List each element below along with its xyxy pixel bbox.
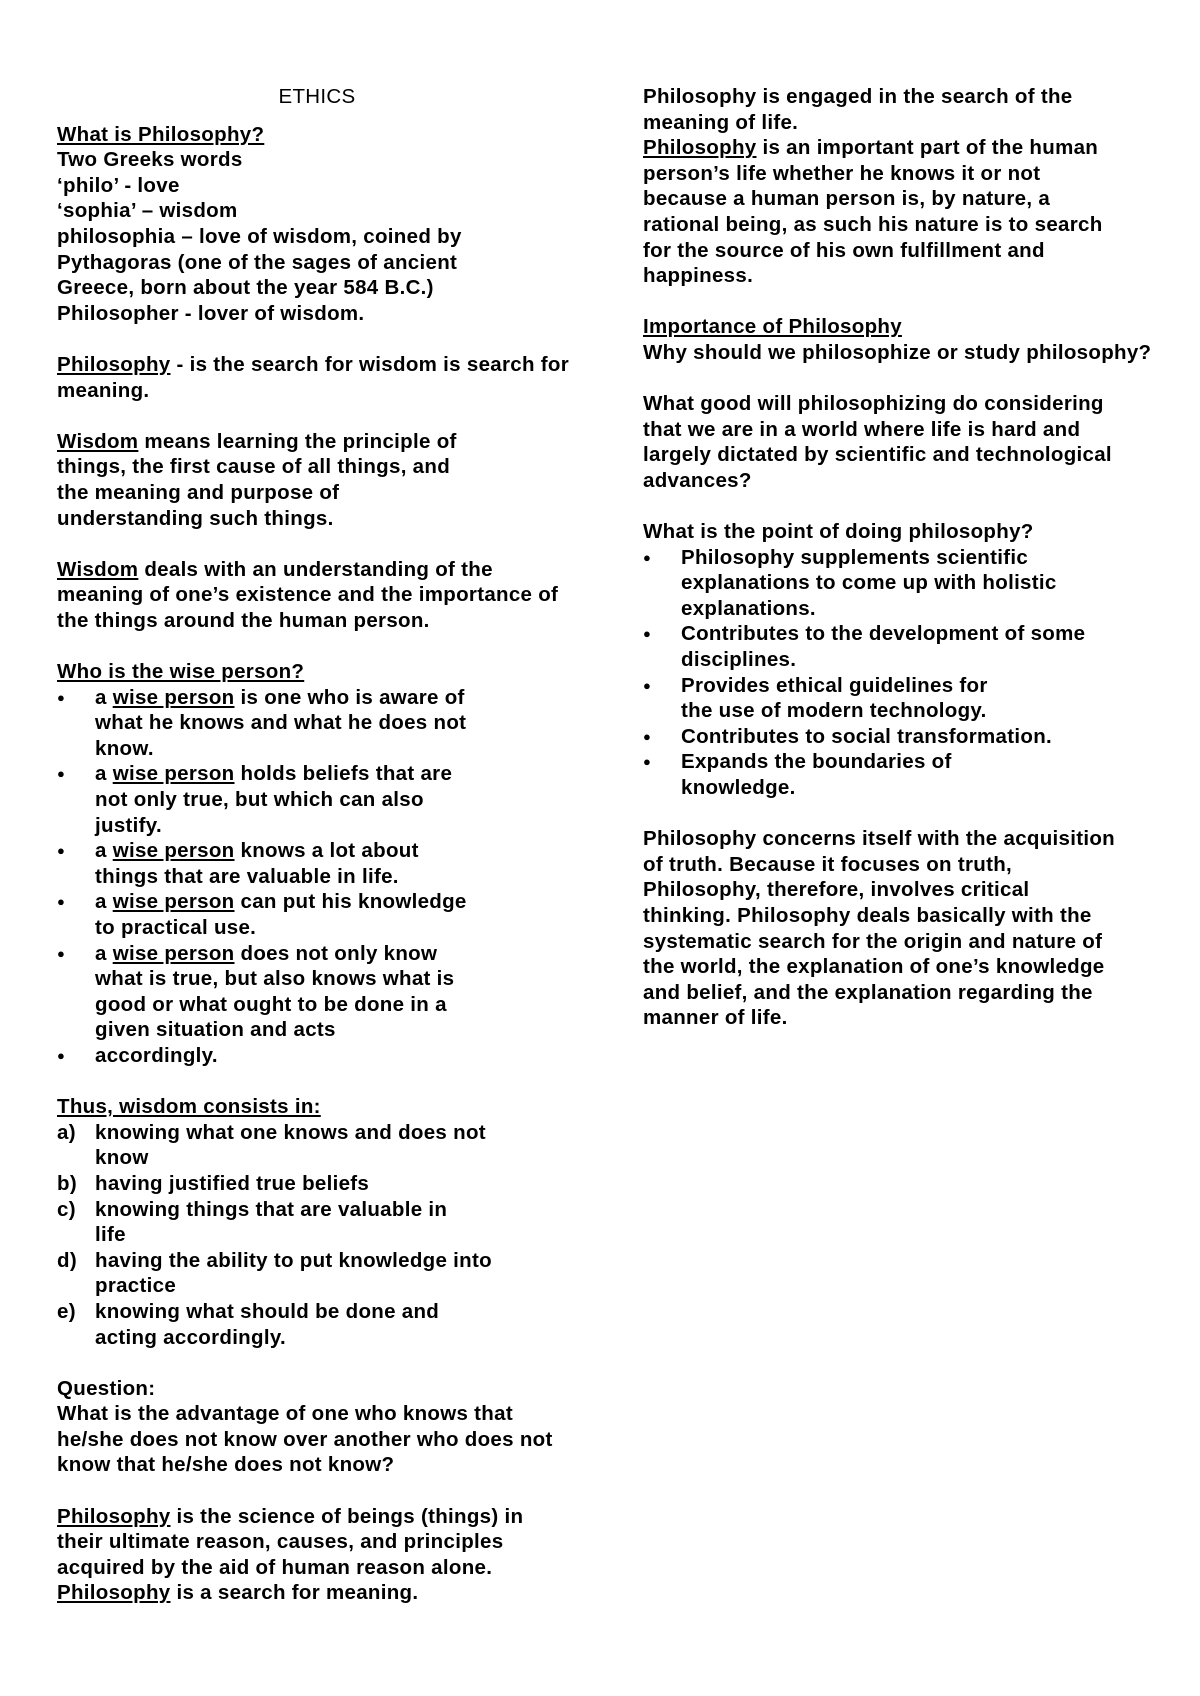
wise-person-heading: Who is the wise person? <box>57 660 305 684</box>
item-text: having justified true beliefs <box>95 1171 370 1195</box>
item-text: holds beliefs that are not only true, but which can also justify. <box>95 762 453 837</box>
term-philosophy: Philosophy <box>643 136 757 160</box>
list-item <box>57 1248 495 1299</box>
item-marker: b) <box>57 1171 77 1195</box>
page-title: ETHICS <box>278 85 356 108</box>
intro-block <box>57 147 577 326</box>
list-item <box>57 889 477 940</box>
list-item <box>57 1171 517 1197</box>
intro-line: Philosopher - lover of wisdom. <box>57 301 365 325</box>
right-column <box>643 84 1183 1031</box>
human-person-paragraph <box>643 135 1113 289</box>
wisdom-definition-2 <box>57 557 577 634</box>
philosophy-definition <box>57 352 577 403</box>
paragraph-text: is an important part of the human person’s life whether he knows it or not because a human person is, by nature, a rational being, as such his nature is to search for the source of his own fulfillment and happiness. <box>643 136 1103 288</box>
list-item: ● Expands the boundaries of knowledge. <box>643 749 1001 800</box>
term-philosophy: Philosophy <box>57 1504 171 1528</box>
intro-line: ‘philo’ - love <box>57 173 180 197</box>
item-prefix: a <box>95 685 113 709</box>
list-item: ● Contributes to social transformation. <box>643 724 1123 750</box>
item-marker: a) <box>57 1120 76 1144</box>
term-wise-person: wise person <box>112 685 235 709</box>
item-marker: e) <box>57 1299 76 1323</box>
question-label: Question: <box>57 1376 156 1400</box>
item-text: knowing things that are valuable in life <box>95 1197 448 1247</box>
wisdom-consists-list <box>57 1120 517 1350</box>
list-item: ● Philosophy supplements scientific explanations to come up with holistic explanations. <box>643 545 1123 622</box>
intro-line: Two Greeks words <box>57 148 243 172</box>
list-item: ● Provides ethical guidelines for the use of modern technology. <box>643 673 1021 724</box>
intro-line: Pythagoras (one of the sages of ancient <box>57 250 458 274</box>
point-list <box>643 545 1123 801</box>
meaning-of-life-paragraph: Philosophy is engaged in the search of the meaning of life. <box>643 85 1073 134</box>
item-text: accordingly. <box>95 1043 218 1067</box>
question-text: What is the advantage of one who knows that he/she does not know over another who does not know that he/she does not know? <box>57 1402 553 1477</box>
list-item <box>57 941 477 1043</box>
list-item <box>57 1299 495 1350</box>
definition-text: means learning the principle of things, the first cause of all things, and the meaning and purpose of understanding such things. <box>57 429 457 530</box>
left-column <box>57 84 577 1606</box>
list-item: ● Contributes to the development of some disciplines. <box>643 621 1123 672</box>
item-text: knowing what should be done and acting accordingly. <box>95 1299 440 1349</box>
list-item <box>57 1043 477 1069</box>
point-question: What is the point of doing philosophy? <box>643 520 1034 544</box>
philosophy-science-definition <box>57 1504 527 1581</box>
intro-line: Greece, born about the year 584 B.C.) <box>57 276 434 300</box>
list-item <box>57 838 477 889</box>
wise-person-list <box>57 685 477 1069</box>
definition-text: - is the search for wisdom is search for meaning. <box>57 352 569 402</box>
term-wisdom: Wisdom <box>57 429 139 453</box>
term-wisdom: Wisdom <box>57 557 139 581</box>
term-wise-person: wise person <box>112 890 235 914</box>
importance-heading: Importance of Philosophy <box>643 315 902 339</box>
intro-line: ‘sophia’ – wisdom <box>57 199 238 223</box>
item-marker: c) <box>57 1197 76 1221</box>
thus-heading: Thus, wisdom consists in: <box>57 1095 321 1119</box>
intro-line: philosophia – love of wisdom, coined by <box>57 224 462 248</box>
item-prefix: a <box>95 762 113 786</box>
term-philosophy: Philosophy <box>57 352 171 376</box>
item-text: knows a lot about things that are valuable in life. <box>95 839 419 888</box>
definition-text: is the science of beings (things) in their ultimate reason, causes, and principles acquired by the aid of human reason alone. <box>57 1504 524 1579</box>
term-wise-person: wise person <box>112 839 235 863</box>
item-marker: d) <box>57 1248 77 1272</box>
what-good-question: What good will philosophizing do considering that we are in a world where life is hard and largely dictated by scientific and technological advances? <box>643 392 1112 492</box>
term-wise-person: wise person <box>112 762 235 786</box>
definition-text: is a search for meaning. <box>170 1581 419 1605</box>
definition-text: deals with an understanding of the meaning of one’s existence and the importance of the things around the human person. <box>57 557 559 632</box>
list-item <box>57 1120 517 1171</box>
list-item <box>57 1197 455 1248</box>
item-prefix: a <box>95 890 113 914</box>
closing-paragraph: Philosophy concerns itself with the acquisition of truth. Because it focuses on truth, Philosophy, therefore, involves critical thinking. Philosophy deals basically with the systematic search for the origin and nature of the world, the explanation of one’s knowledge and belief, and the explanation regarding the manner of life. <box>643 827 1115 1030</box>
term-wise-person: wise person <box>112 941 235 965</box>
item-text: having the ability to put knowledge into practice <box>95 1248 492 1298</box>
term-philosophy: Philosophy <box>57 1581 171 1605</box>
item-prefix: a <box>95 839 113 863</box>
item-text: knowing what one knows and does not know <box>95 1120 486 1170</box>
philosophy-meaning-definition <box>57 1580 577 1606</box>
list-item <box>57 761 477 838</box>
why-question: Why should we philosophize or study philosophy? <box>643 340 1152 364</box>
wisdom-definition-1 <box>57 429 457 531</box>
what-is-philosophy-heading: What is Philosophy? <box>57 122 265 146</box>
item-text: can put his knowledge to practical use. <box>95 890 467 939</box>
item-text: is one who is aware of what he knows and what he does not know. <box>95 685 467 760</box>
list-item <box>57 685 477 762</box>
item-prefix: a <box>95 941 113 965</box>
item-text: does not only know what is true, but also knows what is good or what ought to be done in a given situation and acts <box>95 941 455 1042</box>
